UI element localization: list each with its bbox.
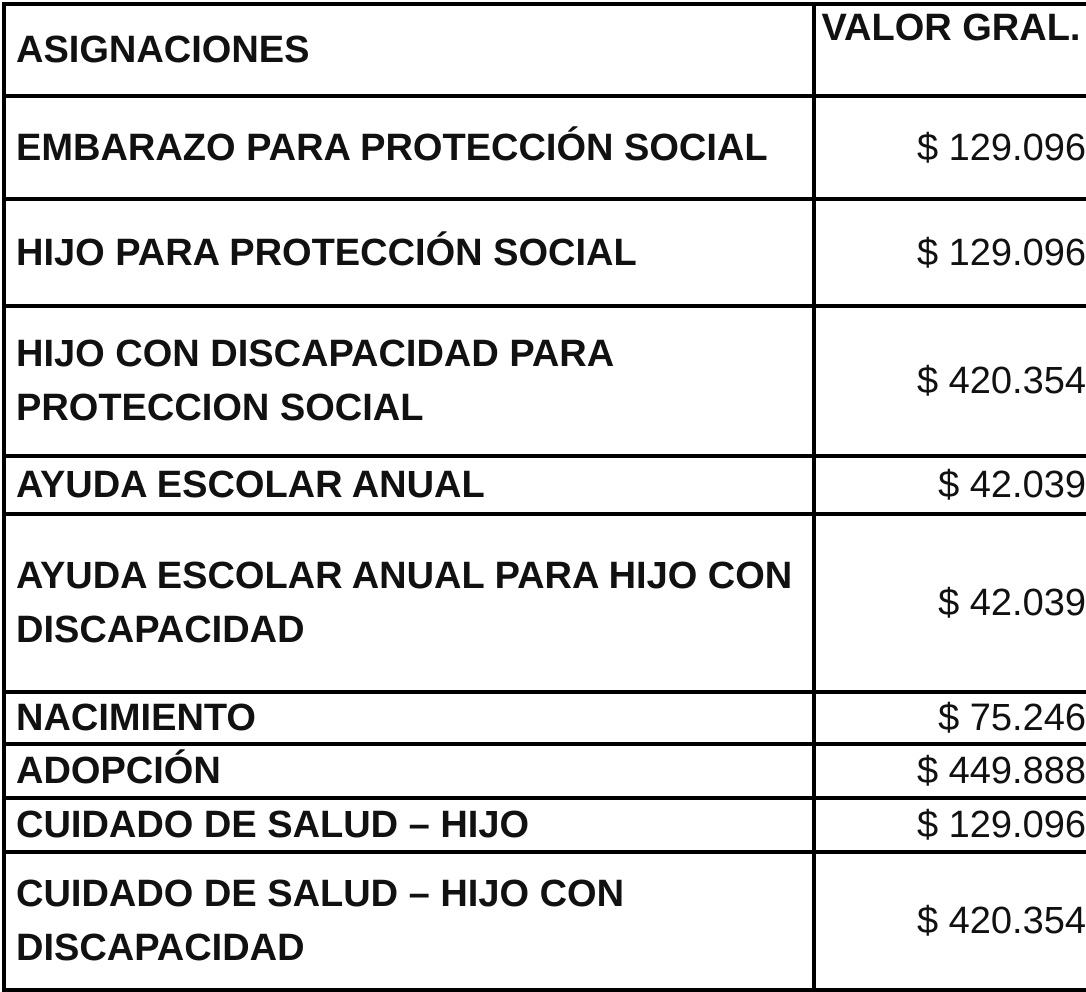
row-label: ADOPCIÓN bbox=[4, 744, 814, 798]
table-row bbox=[4, 798, 1086, 852]
row-label: HIJO CON DISCAPACIDAD PARA PROTECCION SOCIAL bbox=[4, 306, 814, 456]
row-label: EMBARAZO PARA PROTECCIÓN SOCIAL bbox=[4, 96, 814, 199]
row-label: NACIMIENTO bbox=[4, 692, 814, 744]
row-value: $ 42.039 bbox=[814, 514, 1086, 692]
table-row bbox=[4, 692, 1086, 744]
row-value: $ 129.096 bbox=[814, 199, 1086, 306]
header-valor-gral: VALOR GRAL. bbox=[814, 4, 1086, 96]
row-value: $ 42.039 bbox=[814, 456, 1086, 514]
row-label: CUIDADO DE SALUD – HIJO bbox=[4, 798, 814, 852]
row-value: $ 75.246 bbox=[814, 692, 1086, 744]
table-row bbox=[4, 514, 1086, 692]
row-label: AYUDA ESCOLAR ANUAL bbox=[4, 456, 814, 514]
row-value: $ 420.354 bbox=[814, 852, 1086, 990]
row-label: AYUDA ESCOLAR ANUAL PARA HIJO CON DISCAPACIDAD bbox=[4, 514, 814, 692]
table-row bbox=[4, 456, 1086, 514]
asignaciones-table bbox=[2, 2, 1086, 992]
header-asignaciones: ASIGNACIONES bbox=[4, 4, 814, 96]
header-row bbox=[4, 4, 1086, 96]
row-label: CUIDADO DE SALUD – HIJO CON DISCAPACIDAD bbox=[4, 852, 814, 990]
table-row bbox=[4, 852, 1086, 990]
table-row bbox=[4, 744, 1086, 798]
table-row bbox=[4, 199, 1086, 306]
row-value: $ 129.096 bbox=[814, 798, 1086, 852]
table-row bbox=[4, 306, 1086, 456]
row-value: $ 449.888 bbox=[814, 744, 1086, 798]
row-value: $ 420.354 bbox=[814, 306, 1086, 456]
table-row bbox=[4, 96, 1086, 199]
row-value: $ 129.096 bbox=[814, 96, 1086, 199]
row-label: HIJO PARA PROTECCIÓN SOCIAL bbox=[4, 199, 814, 306]
